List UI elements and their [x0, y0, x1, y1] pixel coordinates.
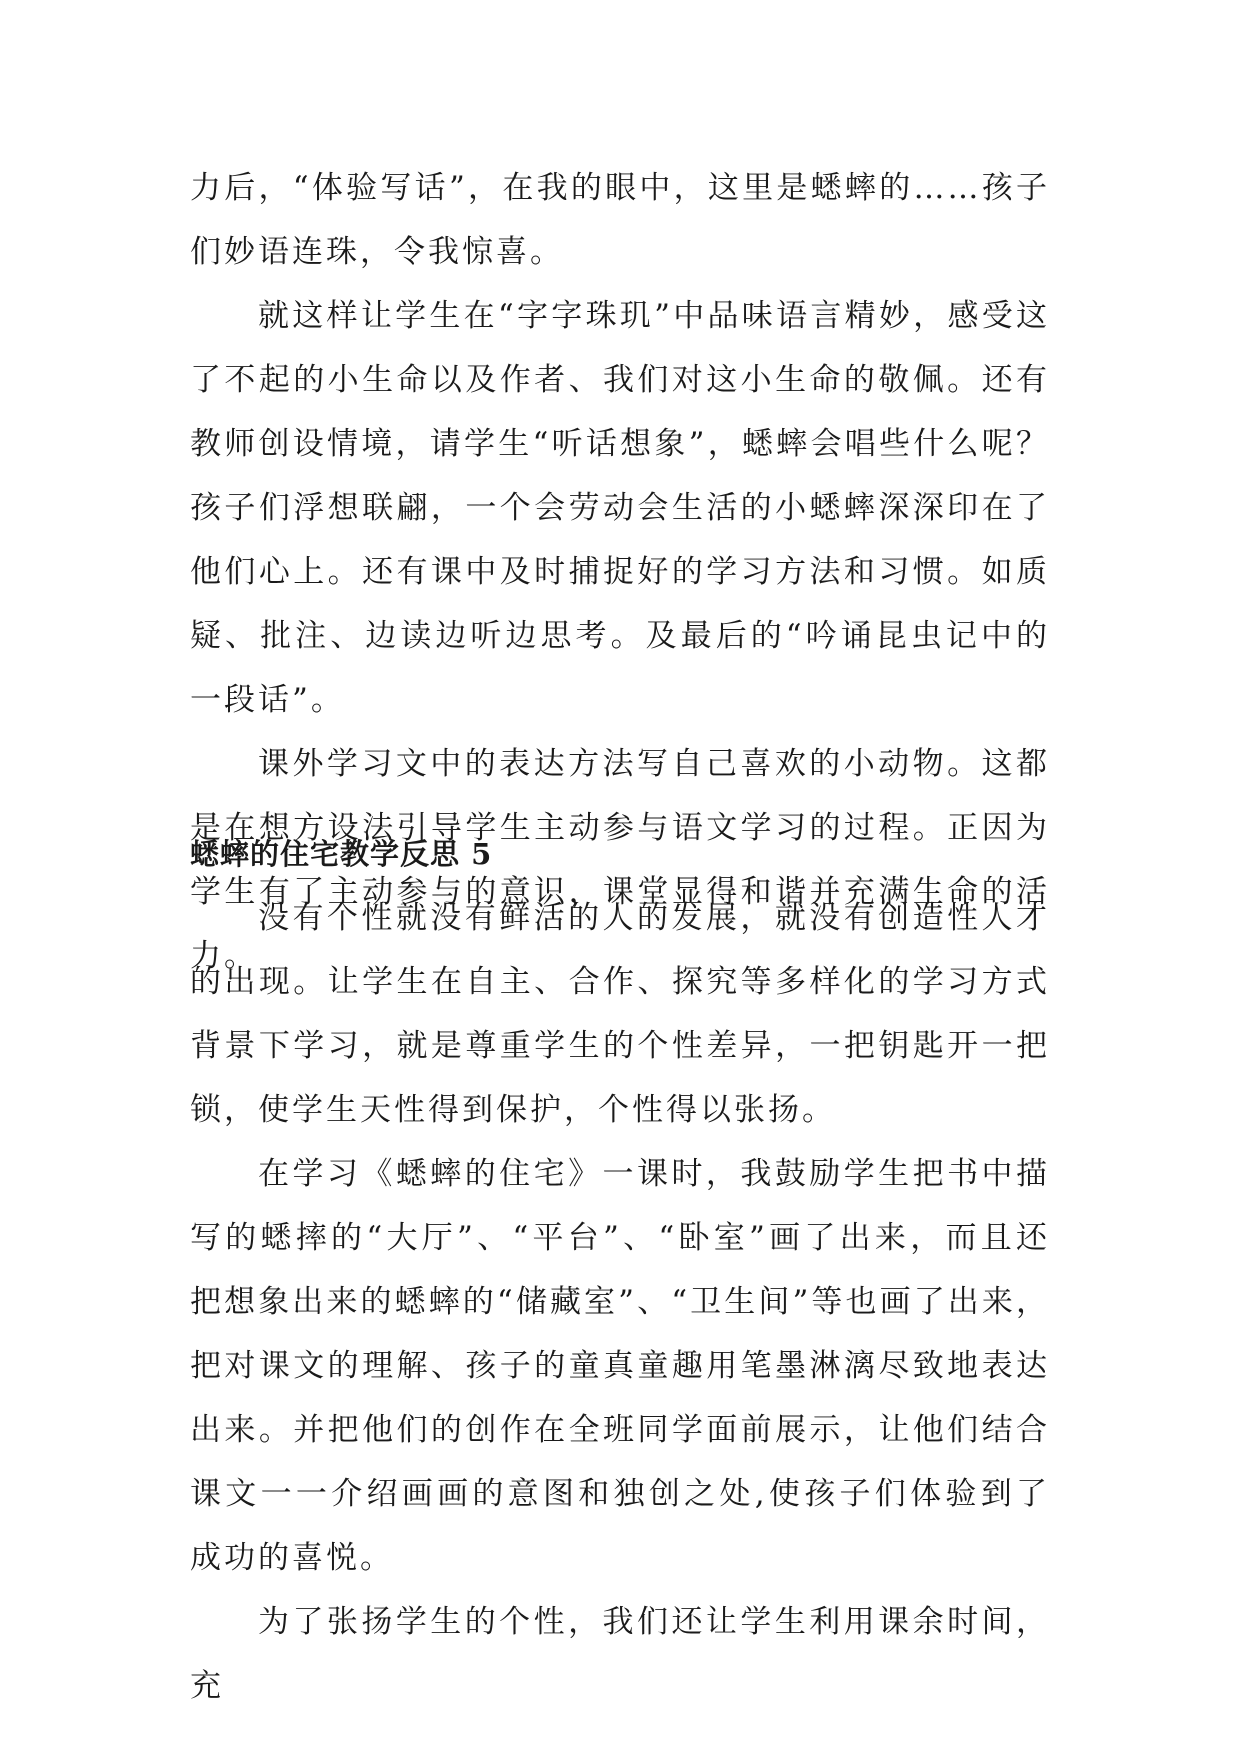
paragraph: 力后，“体验写话”，在我的眼中，这里是蟋蟀的……孩子们妙语连珠，令我惊喜。	[190, 170, 1050, 270]
paragraph: 就这样让学生在“字字珠玑”中品味语言精妙，感受这了不起的小生命以及作者、我们对这小生命的敬佩。还有教师创设情境，请学生“听话想象”，蟋蟀会唱些什么呢？孩子们浮想联翩，一个会劳动会生活的小蟋蟀深深印在了他们心上。还有课中及时捕捉好的学习方法和习惯。如质疑、批注、边读边听边思考。及最后的“吟诵昆虫记中的一段话”。	[190, 298, 1050, 718]
paragraph: 课外学习文中的表达方法写自己喜欢的小动物。这都是在想方设法引导学生主动参与语文学习的过程。正因为学生有了主动参与的意识，课堂显得和谐并充满生命的活力。	[190, 746, 1050, 974]
section-title: 蟋蟀的住宅教学反思 5	[190, 837, 493, 871]
reflection-section	[190, 886, 1050, 1718]
paragraph: 为了张扬学生的个性，我们还让学生利用课余时间，充	[190, 1604, 1050, 1704]
paragraph: 在学习《蟋蟀的住宅》一课时，我鼓励学生把书中描写的蟋摔的“大厅”、“平台”、“卧室”画了出来，而且还把想象出来的蟋蟀的“储藏室”、“卫生间”等也画了出来，把对课文的理解、孩子的童真童趣用笔墨淋漓尽致地表达出来。并把他们的创作在全班同学面前展示，让他们结合课文一一介绍画画的意图和独创之处,使孩子们体验到了成功的喜悦。	[190, 1156, 1050, 1576]
paragraph: 没有个性就没有鲜活的人的发展，就没有创造性人才的出现。让学生在自主、合作、探究等多样化的学习方式背景下学习，就是尊重学生的个性差异，一把钥匙开一把锁，使学生天性得到保护，个性得以张扬。	[190, 900, 1050, 1128]
